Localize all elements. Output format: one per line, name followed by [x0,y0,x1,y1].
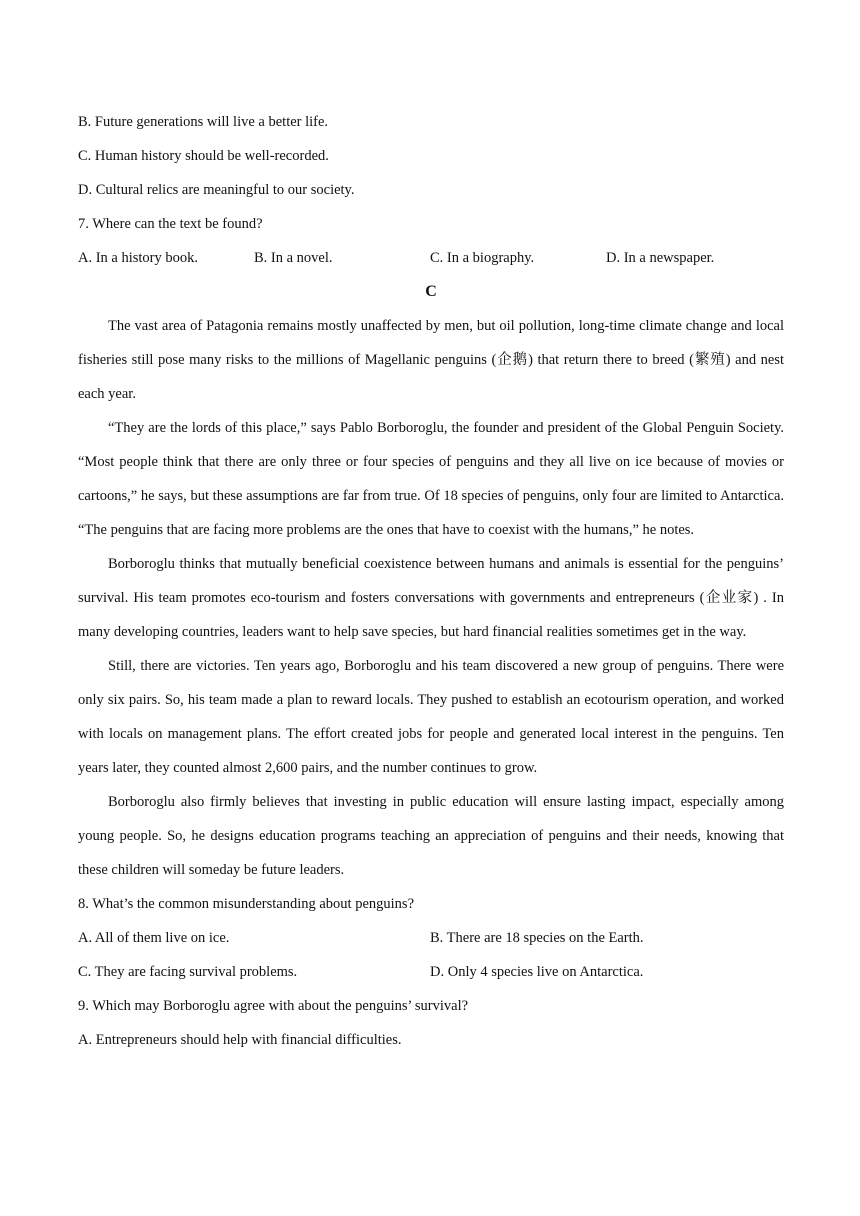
q8-options-row-2 [78,960,784,994]
passage-paragraph: Borboroglu also firmly believes that investing in public education will ensure lasting impact, especially among young people. So, he designs education programs teaching an appreciation of penguins and their needs, knowing that these children will someday be future leaders. [78,794,784,878]
q8-option-d: D. Only 4 species live on Antarctica. [430,964,644,980]
q6-option-c: C. Human history should be well-recorded. [78,148,329,164]
q6-option-b: B. Future generations will live a better life. [78,114,329,130]
q8-option-b: B. There are 18 species on the Earth. [430,930,644,946]
passage-paragraph: “They are the lords of this place,” says Pablo Borboroglu, the founder and president of the Global Penguin Society. “Most people think that there are only three or four species of penguins and they all live on ice because of movies or cartoons,” he says, but these assumptions are far from true. Of 18 species of penguins, only four are limited to Antarctica. “The penguins that are facing more problems are the ones that have to coexist with the humans,” he notes. [78,420,784,538]
passage-paragraph: The vast area of Patagonia remains mostly unaffected by men, but oil pollution, long-time climate change and local fisheries still pose many risks to the millions of Magellanic penguins (企鹅) that return there to breed (繁殖) and nest each year. [78,318,784,402]
q7-options [78,246,784,280]
q7-option-c: C. In a biography. [430,250,535,266]
q7-option-a: A. In a history book. [78,250,199,266]
q7-option-b: B. In a novel. [254,250,333,266]
passage-paragraph: Still, there are victories. Ten years ago, Borboroglu and his team discovered a new group of penguins. There were only six pairs. So, his team made a plan to reward locals. They pushed to establish an ecotourism operation, and worked with locals on management plans. The effort created jobs for people and generated local interest in the penguins. Ten years later, they counted almost 2,600 pairs, and the number continues to grow. [78,658,784,776]
q8-question: 8. What’s the common misunderstanding about penguins? [78,896,414,912]
q8-option-c: C. They are facing survival problems. [78,964,298,980]
passage-paragraph: Borboroglu thinks that mutually beneficial coexistence between humans and animals is essential for the penguins’ survival. His team promotes eco-tourism and fosters conversations with governments and entrepreneurs (企业家) . In many developing countries, leaders want to help save species, but hard financial realities sometimes get in the way. [78,556,784,640]
q8-options-row-1 [78,926,784,960]
q9-question: 9. Which may Borboroglu agree with about the penguins’ survival? [78,998,469,1014]
q6-option-d: D. Cultural relics are meaningful to our society. [78,182,355,198]
q7-option-d: D. In a newspaper. [606,250,715,266]
section-title: C [425,283,437,300]
q8-option-a: A. All of them live on ice. [78,930,230,946]
document-page [78,110,784,1062]
q7-question: 7. Where can the text be found? [78,216,263,232]
q9-option-a: A. Entrepreneurs should help with financial difficulties. [78,1032,402,1048]
